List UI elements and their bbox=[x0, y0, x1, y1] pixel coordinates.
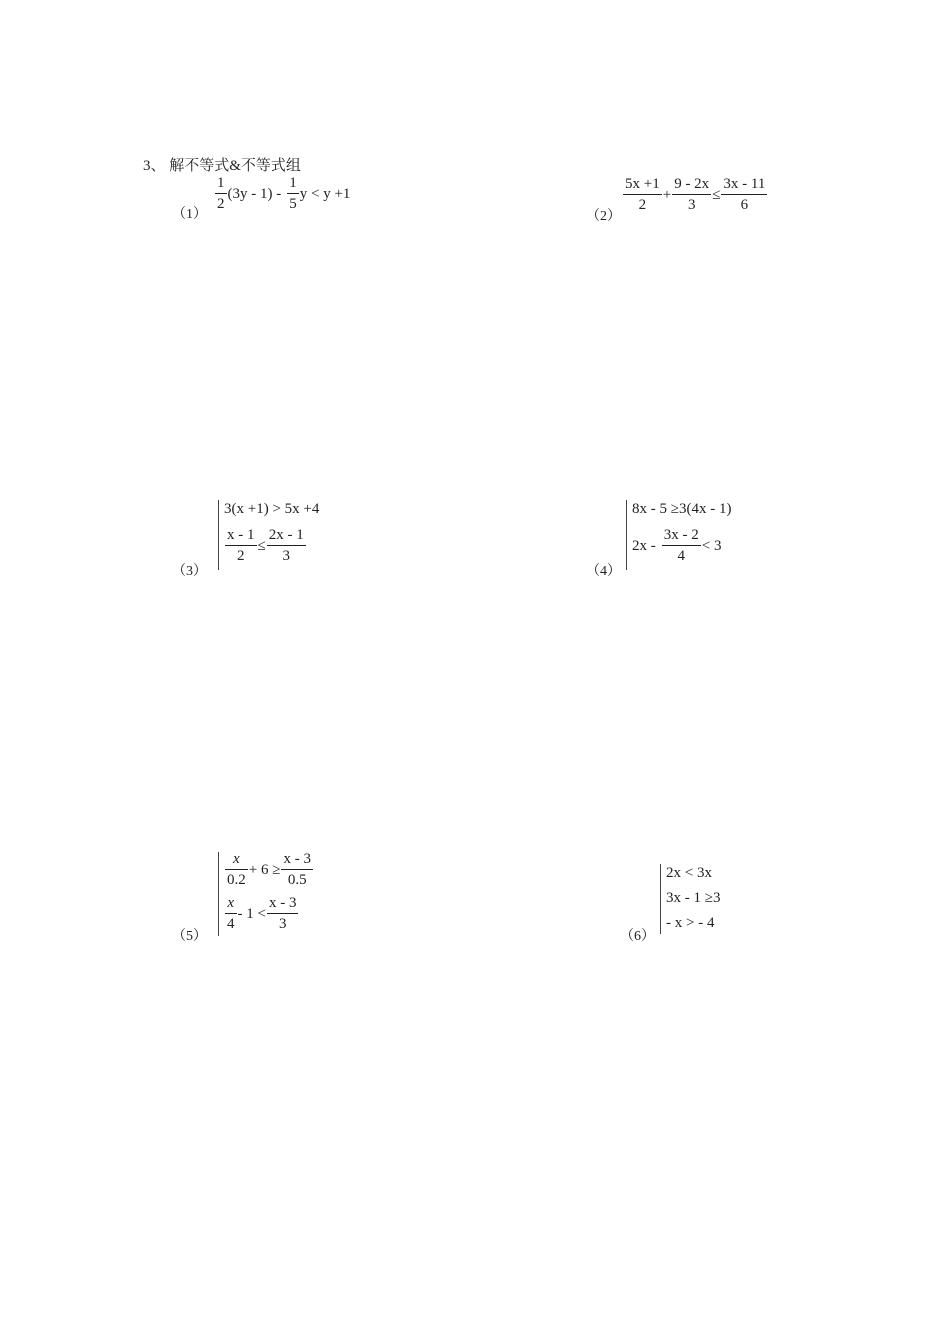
problem-2-label: （2） bbox=[586, 209, 621, 224]
system-line-1: 2x < 3x bbox=[666, 865, 712, 881]
expr-part: < 3 bbox=[701, 537, 722, 554]
expr-part: ≤ bbox=[712, 186, 721, 203]
fraction: $\frac{1}{5}$ bbox=[289, 175, 297, 212]
system-line-3: - x > - 4 bbox=[666, 915, 715, 931]
system-brace bbox=[626, 500, 627, 570]
expr-part: - 1 < bbox=[237, 905, 266, 922]
problem-1-label: （1） bbox=[172, 207, 207, 222]
fraction: $\frac{1}{2}$ bbox=[217, 175, 225, 212]
expr-part: ≤ bbox=[257, 537, 266, 554]
system-line-2: 3x - 1 ≥3 bbox=[666, 890, 721, 906]
system-brace bbox=[218, 852, 219, 936]
section-heading: 3、 解不等式&不等式组 bbox=[143, 158, 301, 174]
fraction: $\frac{3x - 11}{6}$ bbox=[723, 176, 766, 213]
expr-part: + bbox=[662, 186, 672, 203]
fraction: $\frac{x}{0.2}$ bbox=[227, 851, 246, 888]
problem-3-system bbox=[214, 498, 354, 572]
problem-2-expression bbox=[622, 177, 768, 213]
problem-5-label: （5） bbox=[172, 929, 207, 944]
problem-6-label: （6） bbox=[620, 929, 655, 944]
system-line-1: 3(x +1) > 5x +4 bbox=[224, 501, 320, 517]
system-line-2 bbox=[632, 528, 721, 564]
expr-part: 2x - bbox=[632, 537, 656, 554]
problem-3-label: （3） bbox=[172, 564, 207, 579]
system-line-1 bbox=[224, 852, 314, 888]
system-brace bbox=[660, 864, 661, 934]
expr-part: + 6 ≥ bbox=[248, 861, 281, 878]
fraction: $\frac{x}{4}$ bbox=[227, 895, 235, 932]
problem-4-system bbox=[622, 498, 772, 572]
problem-4-label: （4） bbox=[586, 564, 621, 579]
fraction: $\frac{x - 1}{2}$ bbox=[227, 527, 255, 564]
problem-1-expression bbox=[214, 176, 350, 212]
system-line-2 bbox=[224, 896, 299, 932]
problem-6-system bbox=[656, 862, 756, 936]
expr-part: y < y +1 bbox=[299, 185, 351, 202]
fraction: $\frac{3x - 2}{4}$ bbox=[663, 527, 699, 564]
fraction: $\frac{9 - 2x}{3}$ bbox=[674, 176, 710, 213]
system-brace bbox=[218, 500, 219, 570]
fraction: $\frac{x - 3}{0.5}$ bbox=[283, 851, 311, 888]
expr-part: (3y - 1) - bbox=[227, 185, 282, 202]
system-line-2 bbox=[224, 528, 307, 564]
problem-5-system bbox=[214, 850, 344, 938]
system-line-1: 8x - 5 ≥3(4x - 1) bbox=[632, 501, 732, 517]
fraction: $\frac{x - 3}{3}$ bbox=[268, 895, 297, 932]
fraction: $\frac{2x - 1}{3}$ bbox=[268, 527, 304, 564]
fraction: $\frac{5x +1}{2}$ bbox=[625, 176, 660, 213]
